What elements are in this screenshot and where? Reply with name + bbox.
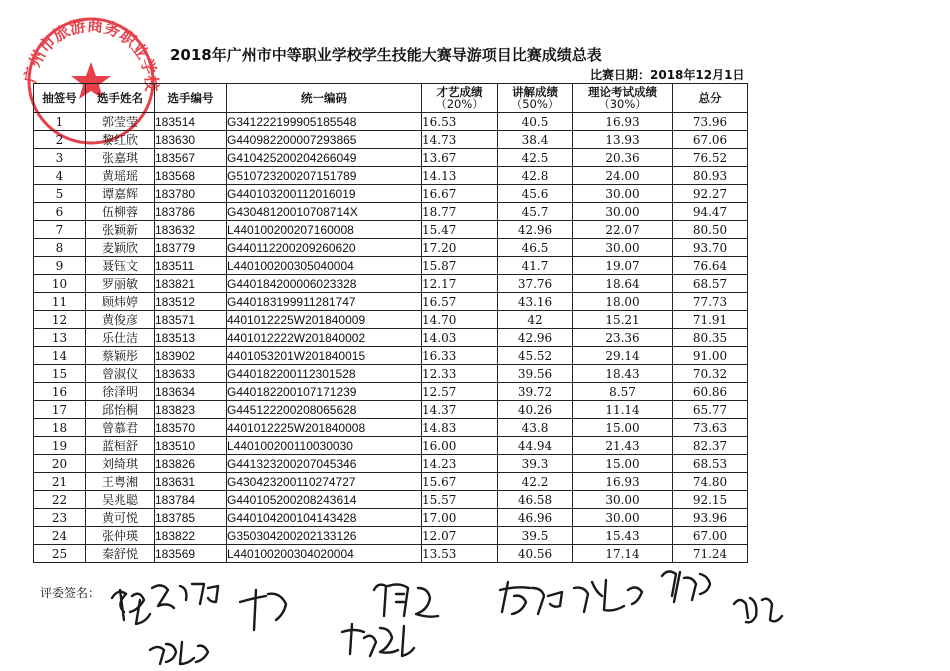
cell-player-no: 183568 <box>155 167 227 185</box>
signature-7 <box>574 580 642 612</box>
cell-theory-score: 17.14 <box>573 545 673 563</box>
cell-explain-score: 39.5 <box>498 527 573 545</box>
cell-talent-score: 16.67 <box>422 185 498 203</box>
cell-talent-score: 14.03 <box>422 329 498 347</box>
cell-total-score: 76.52 <box>673 149 748 167</box>
cell-player-no: 183633 <box>155 365 227 383</box>
cell-total-score: 80.50 <box>673 221 748 239</box>
cell-unified-code: G410425200204266049 <box>227 149 422 167</box>
cell-player-no: 183631 <box>155 473 227 491</box>
cell-draw-no: 15 <box>34 365 86 383</box>
cell-unified-code: G440103200112016019 <box>227 185 422 203</box>
cell-theory-score: 30.00 <box>573 491 673 509</box>
table-row <box>34 329 748 347</box>
cell-theory-score: 18.00 <box>573 293 673 311</box>
cell-draw-no: 6 <box>34 203 86 221</box>
cell-talent-score: 15.67 <box>422 473 498 491</box>
cell-explain-score: 41.7 <box>498 257 573 275</box>
cell-name: 乐仕洁 <box>86 329 155 347</box>
cell-explain-score: 44.94 <box>498 437 573 455</box>
scores-table <box>33 83 748 563</box>
cell-player-no: 183634 <box>155 383 227 401</box>
cell-explain-score: 42.96 <box>498 221 573 239</box>
cell-unified-code: G440105200208243614 <box>227 491 422 509</box>
cell-name: 蓝桓舒 <box>86 437 155 455</box>
cell-name: 吴兆聪 <box>86 491 155 509</box>
cell-talent-score: 16.57 <box>422 293 498 311</box>
cell-draw-no: 12 <box>34 311 86 329</box>
document-title: 2018年广州市中等职业学校学生技能大赛导游项目比赛成绩总表 <box>170 46 602 64</box>
cell-theory-score: 30.00 <box>573 185 673 203</box>
cell-total-score: 71.91 <box>673 311 748 329</box>
cell-draw-no: 4 <box>34 167 86 185</box>
table-row <box>34 419 748 437</box>
cell-theory-score: 13.93 <box>573 131 673 149</box>
cell-total-score: 68.53 <box>673 455 748 473</box>
cell-player-no: 183779 <box>155 239 227 257</box>
cell-theory-score: 30.00 <box>573 203 673 221</box>
cell-theory-score: 15.21 <box>573 311 673 329</box>
cell-talent-score: 13.67 <box>422 149 498 167</box>
cell-unified-code: G440112200209260620 <box>227 239 422 257</box>
cell-name: 黎红欣 <box>86 131 155 149</box>
signature-10 <box>150 642 208 664</box>
cell-player-no: 183821 <box>155 275 227 293</box>
cell-draw-no: 2 <box>34 131 86 149</box>
cell-explain-score: 42.96 <box>498 329 573 347</box>
cell-draw-no: 11 <box>34 293 86 311</box>
cell-explain-score: 40.5 <box>498 113 573 131</box>
cell-talent-score: 12.33 <box>422 365 498 383</box>
cell-player-no: 183902 <box>155 347 227 365</box>
cell-name: 黄可悦 <box>86 509 155 527</box>
cell-total-score: 92.15 <box>673 491 748 509</box>
cell-name: 王粤湘 <box>86 473 155 491</box>
cell-unified-code: L440100200110030030 <box>227 437 422 455</box>
cell-unified-code: L440100200305040004 <box>227 257 422 275</box>
cell-theory-score: 19.07 <box>573 257 673 275</box>
table-row <box>34 401 748 419</box>
cell-talent-score: 17.00 <box>422 509 498 527</box>
cell-theory-score: 16.93 <box>573 113 673 131</box>
cell-name: 张仲瑛 <box>86 527 155 545</box>
signature-2 <box>152 584 218 608</box>
cell-draw-no: 8 <box>34 239 86 257</box>
cell-name: 麦颖欣 <box>86 239 155 257</box>
cell-explain-score: 43.8 <box>498 419 573 437</box>
table-row <box>34 131 748 149</box>
cell-talent-score: 12.07 <box>422 527 498 545</box>
table-row <box>34 437 748 455</box>
cell-talent-score: 15.57 <box>422 491 498 509</box>
cell-talent-score: 15.47 <box>422 221 498 239</box>
cell-unified-code: G510723200207151789 <box>227 167 422 185</box>
cell-total-score: 92.27 <box>673 185 748 203</box>
cell-player-no: 183512 <box>155 293 227 311</box>
judge-signatures <box>0 560 950 671</box>
cell-theory-score: 15.00 <box>573 419 673 437</box>
cell-explain-score: 42 <box>498 311 573 329</box>
cell-name: 聂钰文 <box>86 257 155 275</box>
cell-talent-score: 14.70 <box>422 311 498 329</box>
cell-explain-score: 45.52 <box>498 347 573 365</box>
table-row <box>34 221 748 239</box>
cell-draw-no: 19 <box>34 437 86 455</box>
cell-theory-score: 30.00 <box>573 239 673 257</box>
cell-draw-no: 9 <box>34 257 86 275</box>
cell-player-no: 183630 <box>155 131 227 149</box>
cell-draw-no: 14 <box>34 347 86 365</box>
cell-total-score: 68.57 <box>673 275 748 293</box>
cell-name: 刘绮琪 <box>86 455 155 473</box>
cell-total-score: 67.06 <box>673 131 748 149</box>
cell-player-no: 183780 <box>155 185 227 203</box>
table-row <box>34 347 748 365</box>
cell-theory-score: 15.43 <box>573 527 673 545</box>
table-row <box>34 383 748 401</box>
cell-explain-score: 42.8 <box>498 167 573 185</box>
cell-player-no: 183511 <box>155 257 227 275</box>
cell-player-no: 183510 <box>155 437 227 455</box>
table-row <box>34 257 748 275</box>
cell-name: 张嘉琪 <box>86 149 155 167</box>
cell-total-score: 74.80 <box>673 473 748 491</box>
cell-talent-score: 15.87 <box>422 257 498 275</box>
competition-date: 比赛日期：2018年12月1日 <box>590 68 745 82</box>
table-row <box>34 293 748 311</box>
cell-draw-no: 13 <box>34 329 86 347</box>
cell-name: 罗丽敏 <box>86 275 155 293</box>
cell-draw-no: 16 <box>34 383 86 401</box>
header-talent: 才艺成绩 （20%） <box>422 84 498 113</box>
cell-explain-score: 39.56 <box>498 365 573 383</box>
cell-total-score: 94.47 <box>673 203 748 221</box>
cell-unified-code: G440184200006023328 <box>227 275 422 293</box>
table-row <box>34 491 748 509</box>
cell-name: 曾慕君 <box>86 419 155 437</box>
cell-player-no: 183822 <box>155 527 227 545</box>
cell-talent-score: 16.53 <box>422 113 498 131</box>
table-header-row <box>34 84 748 113</box>
cell-total-score: 76.64 <box>673 257 748 275</box>
cell-name: 张颖新 <box>86 221 155 239</box>
judges-label: 评委签名： <box>40 586 101 600</box>
cell-explain-score: 46.96 <box>498 509 573 527</box>
cell-explain-score: 45.6 <box>498 185 573 203</box>
cell-theory-score: 23.36 <box>573 329 673 347</box>
table-row <box>34 311 748 329</box>
cell-unified-code: 4401012225W201840009 <box>227 311 422 329</box>
header-player-no: 选手编号 <box>155 84 227 113</box>
cell-talent-score: 14.37 <box>422 401 498 419</box>
cell-theory-score: 29.14 <box>573 347 673 365</box>
cell-name: 黄瑶瑶 <box>86 167 155 185</box>
header-total: 总分 <box>673 84 748 113</box>
table-row <box>34 527 748 545</box>
signature-6 <box>500 582 562 614</box>
cell-draw-no: 24 <box>34 527 86 545</box>
table-row <box>34 203 748 221</box>
cell-player-no: 183567 <box>155 149 227 167</box>
cell-draw-no: 25 <box>34 545 86 563</box>
cell-total-score: 73.63 <box>673 419 748 437</box>
table-row <box>34 275 748 293</box>
cell-unified-code: G350304200202133126 <box>227 527 422 545</box>
cell-explain-score: 37.76 <box>498 275 573 293</box>
cell-name: 蔡颖彤 <box>86 347 155 365</box>
signature-4 <box>374 584 438 616</box>
cell-unified-code: 4401053201W201840015 <box>227 347 422 365</box>
cell-theory-score: 16.93 <box>573 473 673 491</box>
cell-draw-no: 22 <box>34 491 86 509</box>
cell-player-no: 183514 <box>155 113 227 131</box>
table-body <box>34 113 748 563</box>
cell-unified-code: G341222199905185548 <box>227 113 422 131</box>
cell-talent-score: 18.77 <box>422 203 498 221</box>
cell-unified-code: 4401012225W201840008 <box>227 419 422 437</box>
cell-unified-code: G445122200208065628 <box>227 401 422 419</box>
cell-total-score: 77.73 <box>673 293 748 311</box>
cell-talent-score: 13.53 <box>422 545 498 563</box>
cell-draw-no: 17 <box>34 401 86 419</box>
header-explain: 讲解成绩 （50%） <box>498 84 573 113</box>
cell-draw-no: 10 <box>34 275 86 293</box>
cell-name: 谭嘉辉 <box>86 185 155 203</box>
table-row <box>34 509 748 527</box>
cell-name: 顾炜婷 <box>86 293 155 311</box>
signature-8 <box>662 571 710 602</box>
cell-unified-code: G440183199911281747 <box>227 293 422 311</box>
table-row <box>34 239 748 257</box>
cell-theory-score: 18.64 <box>573 275 673 293</box>
cell-player-no: 183784 <box>155 491 227 509</box>
cell-name: 邱怡桐 <box>86 401 155 419</box>
signature-5 <box>342 624 414 656</box>
cell-player-no: 183570 <box>155 419 227 437</box>
cell-total-score: 60.86 <box>673 383 748 401</box>
cell-name: 伍柳蓉 <box>86 203 155 221</box>
cell-explain-score: 39.72 <box>498 383 573 401</box>
cell-unified-code: L440100200304020004 <box>227 545 422 563</box>
cell-total-score: 93.96 <box>673 509 748 527</box>
cell-total-score: 73.96 <box>673 113 748 131</box>
cell-name: 徐泽明 <box>86 383 155 401</box>
cell-player-no: 183786 <box>155 203 227 221</box>
cell-name: 郭莹莹 <box>86 113 155 131</box>
cell-draw-no: 23 <box>34 509 86 527</box>
cell-total-score: 65.77 <box>673 401 748 419</box>
cell-draw-no: 18 <box>34 419 86 437</box>
table-row <box>34 113 748 131</box>
cell-talent-score: 14.13 <box>422 167 498 185</box>
cell-unified-code: G430423200110274727 <box>227 473 422 491</box>
cell-theory-score: 15.00 <box>573 455 673 473</box>
cell-talent-score: 12.17 <box>422 275 498 293</box>
table-row <box>34 167 748 185</box>
cell-name: 黄俊彦 <box>86 311 155 329</box>
cell-unified-code: G43048120010708714X <box>227 203 422 221</box>
cell-theory-score: 30.00 <box>573 509 673 527</box>
cell-explain-score: 46.58 <box>498 491 573 509</box>
cell-explain-score: 39.3 <box>498 455 573 473</box>
signature-1 <box>112 590 150 624</box>
cell-total-score: 70.32 <box>673 365 748 383</box>
cell-total-score: 71.24 <box>673 545 748 563</box>
cell-player-no: 183826 <box>155 455 227 473</box>
cell-unified-code: G441323200207045346 <box>227 455 422 473</box>
cell-explain-score: 45.7 <box>498 203 573 221</box>
cell-talent-score: 14.23 <box>422 455 498 473</box>
cell-talent-score: 16.00 <box>422 437 498 455</box>
cell-theory-score: 11.14 <box>573 401 673 419</box>
cell-theory-score: 24.00 <box>573 167 673 185</box>
signature-3 <box>240 590 286 630</box>
cell-explain-score: 40.56 <box>498 545 573 563</box>
cell-total-score: 80.35 <box>673 329 748 347</box>
cell-unified-code: 4401012222W201840002 <box>227 329 422 347</box>
cell-player-no: 183785 <box>155 509 227 527</box>
cell-draw-no: 1 <box>34 113 86 131</box>
header-theory: 理论考试成绩 （30%） <box>573 84 673 113</box>
table-row <box>34 149 748 167</box>
header-draw-no: 抽签号 <box>34 84 86 113</box>
cell-player-no: 183571 <box>155 311 227 329</box>
cell-player-no: 183632 <box>155 221 227 239</box>
header-unified-code: 统一编码 <box>227 84 422 113</box>
cell-theory-score: 8.57 <box>573 383 673 401</box>
table-row <box>34 473 748 491</box>
cell-unified-code: G440104200104143428 <box>227 509 422 527</box>
cell-talent-score: 14.83 <box>422 419 498 437</box>
cell-draw-no: 3 <box>34 149 86 167</box>
cell-talent-score: 14.73 <box>422 131 498 149</box>
cell-explain-score: 40.26 <box>498 401 573 419</box>
cell-talent-score: 17.20 <box>422 239 498 257</box>
cell-draw-no: 7 <box>34 221 86 239</box>
cell-player-no: 183513 <box>155 329 227 347</box>
cell-unified-code: G440182200107171239 <box>227 383 422 401</box>
cell-draw-no: 5 <box>34 185 86 203</box>
cell-name: 秦舒悦 <box>86 545 155 563</box>
header-name: 选手姓名 <box>86 84 155 113</box>
cell-unified-code: G440182200112301528 <box>227 365 422 383</box>
cell-draw-no: 21 <box>34 473 86 491</box>
cell-talent-score: 16.33 <box>422 347 498 365</box>
cell-name: 曾淑仪 <box>86 365 155 383</box>
cell-total-score: 82.37 <box>673 437 748 455</box>
table-row <box>34 365 748 383</box>
cell-total-score: 91.00 <box>673 347 748 365</box>
svg-text:广州市旅游商务职业学校: 广州市旅游商务职业学校 <box>20 15 162 92</box>
cell-explain-score: 46.5 <box>498 239 573 257</box>
cell-draw-no: 20 <box>34 455 86 473</box>
table-row <box>34 455 748 473</box>
signature-9 <box>734 598 782 622</box>
cell-total-score: 67.00 <box>673 527 748 545</box>
cell-theory-score: 22.07 <box>573 221 673 239</box>
cell-talent-score: 12.57 <box>422 383 498 401</box>
cell-explain-score: 43.16 <box>498 293 573 311</box>
cell-unified-code: G440982200007293865 <box>227 131 422 149</box>
cell-player-no: 183823 <box>155 401 227 419</box>
cell-explain-score: 38.4 <box>498 131 573 149</box>
cell-total-score: 93.70 <box>673 239 748 257</box>
cell-explain-score: 42.5 <box>498 149 573 167</box>
cell-theory-score: 20.36 <box>573 149 673 167</box>
cell-unified-code: L440100200207160008 <box>227 221 422 239</box>
cell-theory-score: 21.43 <box>573 437 673 455</box>
cell-theory-score: 18.43 <box>573 365 673 383</box>
cell-total-score: 80.93 <box>673 167 748 185</box>
table-row <box>34 185 748 203</box>
cell-player-no: 183569 <box>155 545 227 563</box>
cell-explain-score: 42.2 <box>498 473 573 491</box>
